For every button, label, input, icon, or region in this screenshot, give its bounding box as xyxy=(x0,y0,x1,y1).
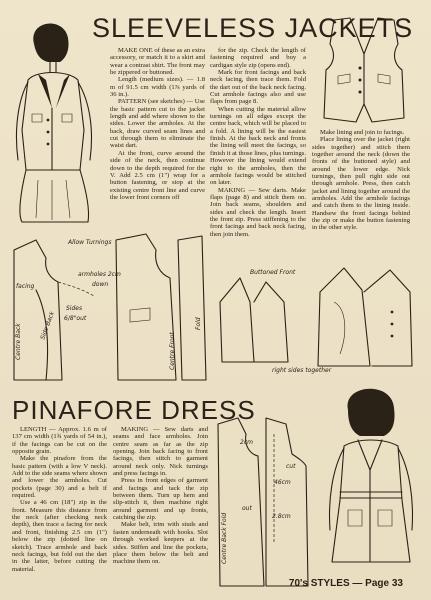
label-facing: facing xyxy=(16,283,35,290)
label-sides: Sides xyxy=(66,305,83,312)
label-centre-front: Centre Front xyxy=(169,332,176,370)
woman-pinafore-illustration xyxy=(318,380,424,570)
jacket-front-flat-sketch xyxy=(314,14,414,126)
label-centre-back: Centre Back xyxy=(15,323,22,360)
label-side-back: Side Back xyxy=(39,310,56,341)
paragraph: Make lining and join to facings. xyxy=(320,129,405,136)
label-centre-back-fold: Centre Back Fold xyxy=(221,512,228,564)
label-out: 6/8"out xyxy=(64,315,87,322)
paragraph: Press in front edges of garment and facings and tack the zip between them. Turn up hem and slip-stitch it, then machine right around garment and up fronts, catching the zip. xyxy=(113,477,208,522)
label-fold: Fold xyxy=(195,317,202,330)
title-sleeveless-jackets: SLEEVELESS JACKETS xyxy=(92,13,414,43)
jacket-lining-sketch xyxy=(214,262,419,374)
paragraph: MAKE ONE of these as an extra accessory, or match it to a skirt and wear a contrast shirt. The front may be zippered or buttoned. xyxy=(110,47,205,77)
paragraph: Use a 46 cm (18") zip in the front. Measure this distance from the neck (after checking neck depth), then trace a facing for neck and front, finishing 2.5 cm (1") below the zip (dotted line on sketch). Trace armhole and back neck facings, but fold out the dart in the latter, before cutting the material. xyxy=(12,499,107,573)
label-allow-turnings: Allow Turnings xyxy=(68,239,112,246)
paragraph: for the zip. Check the length of fastening required and buy a cardigan style zip (opens end). xyxy=(210,47,306,69)
paragraph: Place lining over the jacket (right sides together) and stitch them together around the neck (down the fronts of the buttoned style) and around the lower edge. Nick turnings, then pull right side out through armhole. Press, then catch jacket and lining together around the armholes. Add the armhole facings and catch them to the lining inside. Handsew the front facings behind the zip or make the button fastening in the other style. xyxy=(312,136,410,232)
paragraph: At the front, curve around the side of the neck, then continue down to the depth required for the V. Add 2.5 cm (1") wrap for a button fastening, or stop at the existing centre front line and curve the lower front corners off xyxy=(110,149,205,201)
paragraph: MAKING — Sew darts and seams and face armholes. Join centre seam as far as the zip opening. Join back facing to front facings, then stitch to garment around neck only. Nick turnings and press facings in. xyxy=(113,426,208,478)
sleeveless-text-column-2 xyxy=(210,47,306,238)
sleeveless-text-column-3 xyxy=(312,129,410,254)
paragraph: Mark for front facings and back neck facing, then trace them. Fold the dart out of the back neck facing. Cut armhole facings also and use flaps from page 8. xyxy=(210,69,306,106)
label-pin-out: out xyxy=(242,505,252,512)
paragraph: When cutting the material allow turnings on all edges except the centre back, which will be placed to a fold. A lining will be the easiest finish. At the back neck and fronts the lining will meet the facings, so finish it at those lines, plus turnings. However the lining would extend right to the armholes, then the armhole facings would be stitched on later. xyxy=(210,105,306,187)
page-footer: 70's STYLES — Page 33 xyxy=(288,578,403,589)
label-pin-cut: cut xyxy=(286,463,296,470)
paragraph: PATTERN (see sketches) — Use the basic pattern cut to the jacket length and add where shown to the sides. Lower the armholes. At the back, draw curved seam lines and cut through them to eliminate the waist dart. xyxy=(110,98,205,150)
paragraph: Length (medium sizes). — 1.8 m of 91.5 cm width (1⅞ yards of 36 in.). xyxy=(110,76,205,99)
label-down: down xyxy=(92,281,109,288)
paragraph: Make the pinafore from the basic pattern (with a low V neck). Add to the side seams where shown and lower the armholes. Cut pockets (page 30) and a belt if required. xyxy=(12,455,107,500)
paragraph: Make belt, trim with studs and fasten underneath with hooks. Slot through worked keepers at the sides. Stiffen and line the pockets, place them below the belt and machine them on. xyxy=(113,521,208,566)
paragraph: LENGTH — Approx. 1.6 m of 137 cm width (1¾ yards of 54 in.), if the facings can be cut on the opposite grain. xyxy=(12,426,107,456)
sleeveless-text-column-1 xyxy=(110,47,205,225)
label-armholes: armholes 2cm xyxy=(78,271,121,278)
label-pin-46cm: 46cm xyxy=(274,479,291,486)
label-pin-2cm: 2cm xyxy=(240,439,253,446)
pinafore-text-column-1 xyxy=(12,426,107,598)
paragraph: MAKING — Sew darts. Make flaps (page 8) and stitch them on. Join back seams, shoulders and sides and check the length. Insert the front zip. Press stiffening to the front facings and back neck facing, then join them. xyxy=(210,186,306,238)
label-pin-28cm: 2.8cm xyxy=(272,513,291,520)
title-pinafore-dress: PINAFORE DRESS xyxy=(12,395,256,425)
pinafore-pattern-pieces xyxy=(212,414,312,592)
label-right-sides-together: right sides together xyxy=(272,367,332,374)
jacket-pattern-pieces xyxy=(6,230,216,390)
pinafore-text-column-2 xyxy=(113,426,208,586)
label-buttoned-front: Buttoned Front xyxy=(250,269,296,276)
woman-sleeveless-jacket-illustration xyxy=(8,10,108,230)
